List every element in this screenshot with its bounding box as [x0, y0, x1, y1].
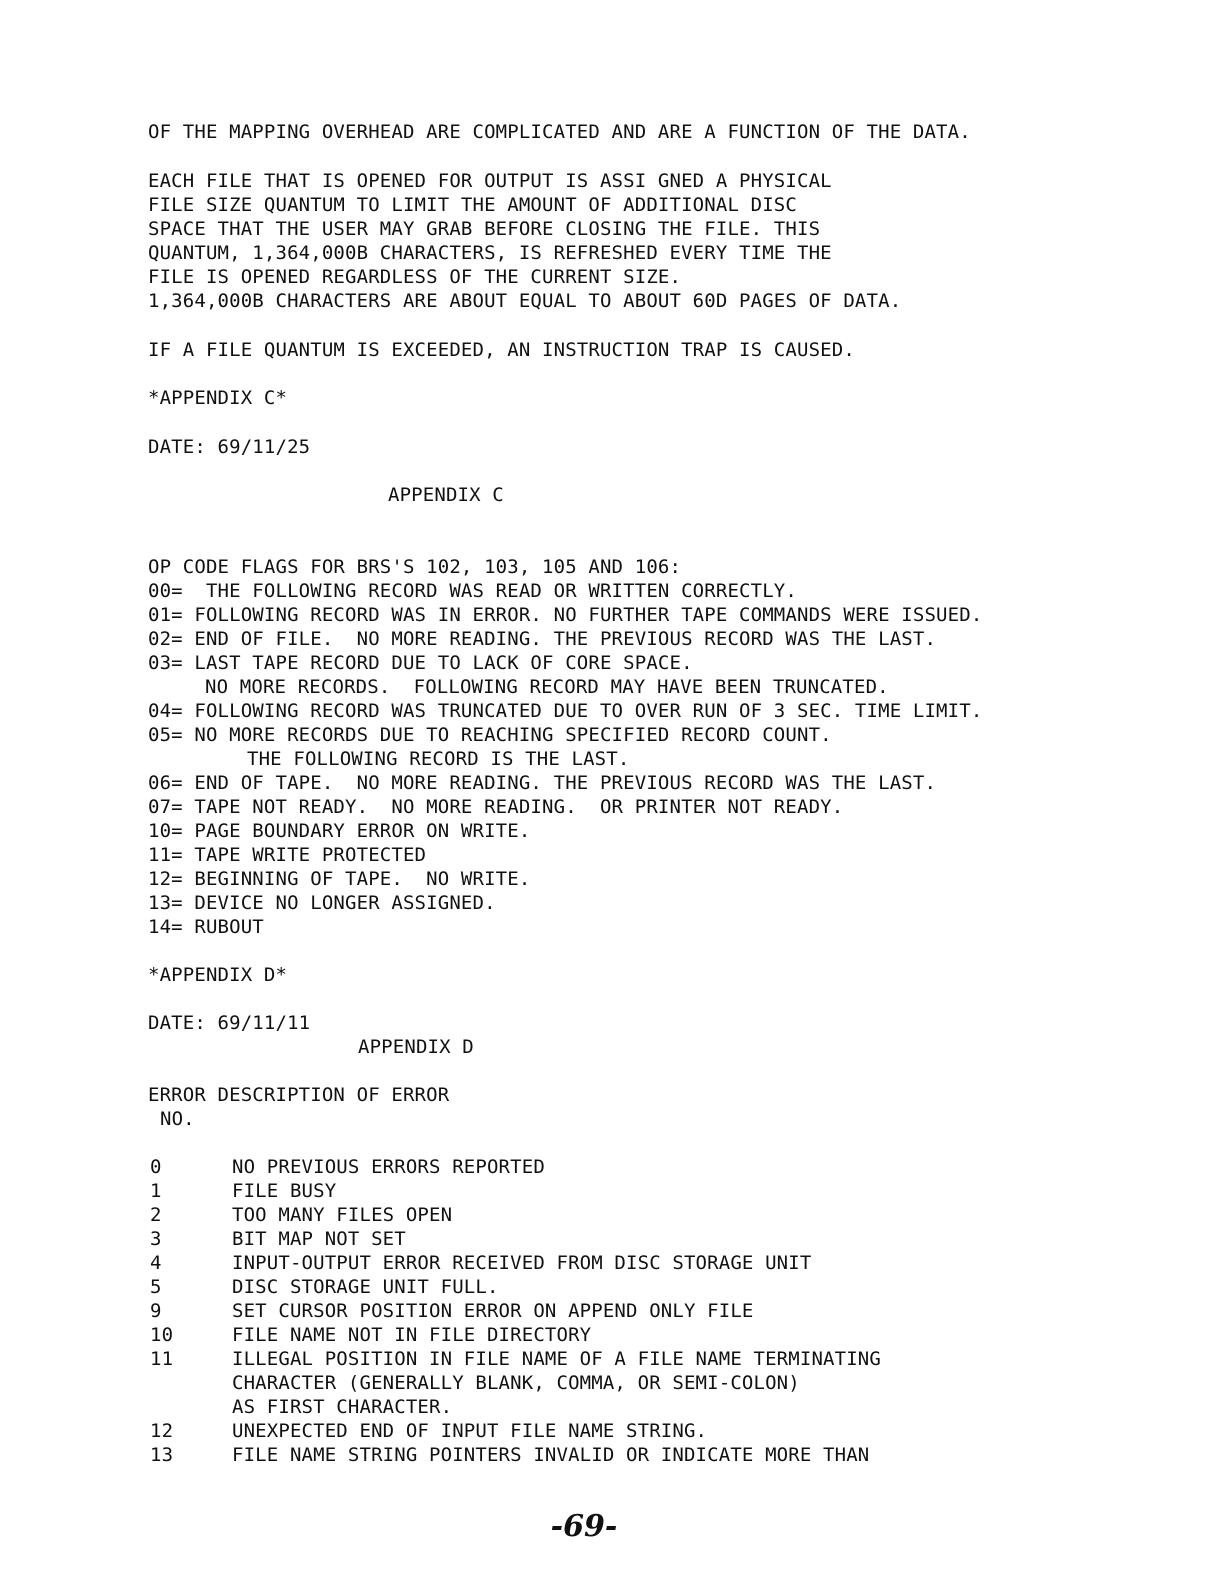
error-description: TOO MANY FILES OPEN — [232, 1204, 453, 1226]
appendix-c-date: DATE: 69/11/25 — [148, 436, 311, 458]
op-code-flag-item: 01= FOLLOWING RECORD WAS IN ERROR. NO FURTHER TAPE COMMANDS WERE ISSUED. — [148, 604, 983, 626]
op-code-flag-item: 11= TAPE WRITE PROTECTED — [148, 844, 427, 866]
text-line: EACH FILE THAT IS OPENED FOR OUTPUT IS ASSI GNED A PHYSICAL — [148, 170, 832, 192]
error-number: 2 — [150, 1204, 162, 1226]
appendix-d-title: APPENDIX D — [358, 1036, 474, 1058]
error-description: NO PREVIOUS ERRORS REPORTED — [232, 1156, 545, 1178]
page-number: -69- — [550, 1509, 618, 1544]
error-description: BIT MAP NOT SET — [232, 1228, 406, 1250]
op-code-flag-item: 02= END OF FILE. NO MORE READING. THE PREVIOUS RECORD WAS THE LAST. — [148, 628, 937, 650]
op-code-flag-item: 06= END OF TAPE. NO MORE READING. THE PREVIOUS RECORD WAS THE LAST. — [148, 772, 937, 794]
error-description: CHARACTER (GENERALLY BLANK, COMMA, OR SEMI-COLON) — [232, 1372, 800, 1394]
appendix-d-marker: *APPENDIX D* — [148, 964, 288, 986]
appendix-d-date: DATE: 69/11/11 — [148, 1012, 311, 1034]
error-number: 3 — [150, 1228, 162, 1250]
error-description: FILE BUSY — [232, 1180, 337, 1202]
error-description: DISC STORAGE UNIT FULL. — [232, 1276, 499, 1298]
error-description: ILLEGAL POSITION IN FILE NAME OF A FILE NAME TERMINATING — [232, 1348, 881, 1370]
error-description: FILE NAME NOT IN FILE DIRECTORY — [232, 1324, 592, 1346]
op-code-flag-continuation: THE FOLLOWING RECORD IS THE LAST. — [247, 748, 630, 770]
text-line: 1,364,000B CHARACTERS ARE ABOUT EQUAL TO ABOUT 60D PAGES OF DATA. — [148, 290, 902, 312]
error-number: 1 — [150, 1180, 162, 1202]
op-code-flag-item: 12= BEGINNING OF TAPE. NO WRITE. — [148, 868, 531, 890]
error-number: 5 — [150, 1276, 162, 1298]
error-table-header: ERROR DESCRIPTION OF ERROR — [148, 1084, 450, 1106]
text-line: FILE IS OPENED REGARDLESS OF THE CURRENT SIZE. — [148, 266, 682, 288]
error-number: 4 — [150, 1252, 162, 1274]
op-code-intro: OP CODE FLAGS FOR BRS'S 102, 103, 105 AND 106: — [148, 556, 682, 578]
paragraph-quantum-exceeded: IF A FILE QUANTUM IS EXCEEDED, AN INSTRUCTION TRAP IS CAUSED. — [148, 339, 855, 361]
op-code-flag-item: 04= FOLLOWING RECORD WAS TRUNCATED DUE TO OVER RUN OF 3 SEC. TIME LIMIT. — [148, 700, 983, 722]
error-table-header-no: NO. — [160, 1108, 195, 1130]
op-code-flag-item: 05= NO MORE RECORDS DUE TO REACHING SPECIFIED RECORD COUNT. — [148, 724, 832, 746]
appendix-c-marker: *APPENDIX C* — [148, 387, 288, 409]
op-code-flag-item: 14= RUBOUT — [148, 916, 264, 938]
text-line: FILE SIZE QUANTUM TO LIMIT THE AMOUNT OF ADDITIONAL DISC — [148, 194, 797, 216]
op-code-flag-item: 10= PAGE BOUNDARY ERROR ON WRITE. — [148, 820, 531, 842]
error-number: 12 — [150, 1420, 174, 1442]
op-code-flag-item: 00= THE FOLLOWING RECORD WAS READ OR WRITTEN CORRECTLY. — [148, 580, 797, 602]
error-description: UNEXPECTED END OF INPUT FILE NAME STRING. — [232, 1420, 708, 1442]
error-number: 9 — [150, 1300, 162, 1322]
text-line: SPACE THAT THE USER MAY GRAB BEFORE CLOSING THE FILE. THIS — [148, 218, 821, 240]
op-code-flag-item: 13= DEVICE NO LONGER ASSIGNED. — [148, 892, 496, 914]
paragraph-mapping-overhead: OF THE MAPPING OVERHEAD ARE COMPLICATED AND ARE A FUNCTION OF THE DATA. — [148, 121, 971, 143]
error-number: 13 — [150, 1444, 174, 1466]
error-description: FILE NAME STRING POINTERS INVALID OR INDICATE MORE THAN — [232, 1444, 870, 1466]
op-code-flag-item: 07= TAPE NOT READY. NO MORE READING. OR PRINTER NOT READY. — [148, 796, 844, 818]
error-number: 10 — [150, 1324, 174, 1346]
error-number: 11 — [150, 1348, 174, 1370]
op-code-flag-item: 03= LAST TAPE RECORD DUE TO LACK OF CORE SPACE. — [148, 652, 693, 674]
error-description: SET CURSOR POSITION ERROR ON APPEND ONLY FILE — [232, 1300, 754, 1322]
error-description: INPUT-OUTPUT ERROR RECEIVED FROM DISC STORAGE UNIT — [232, 1252, 812, 1274]
text-line: QUANTUM, 1,364,000B CHARACTERS, IS REFRESHED EVERY TIME THE — [148, 242, 832, 264]
error-number: 0 — [150, 1156, 162, 1178]
op-code-flag-continuation: NO MORE RECORDS. FOLLOWING RECORD MAY HAVE BEEN TRUNCATED. — [205, 676, 889, 698]
error-description: AS FIRST CHARACTER. — [232, 1396, 453, 1418]
appendix-c-title: APPENDIX C — [388, 484, 504, 506]
